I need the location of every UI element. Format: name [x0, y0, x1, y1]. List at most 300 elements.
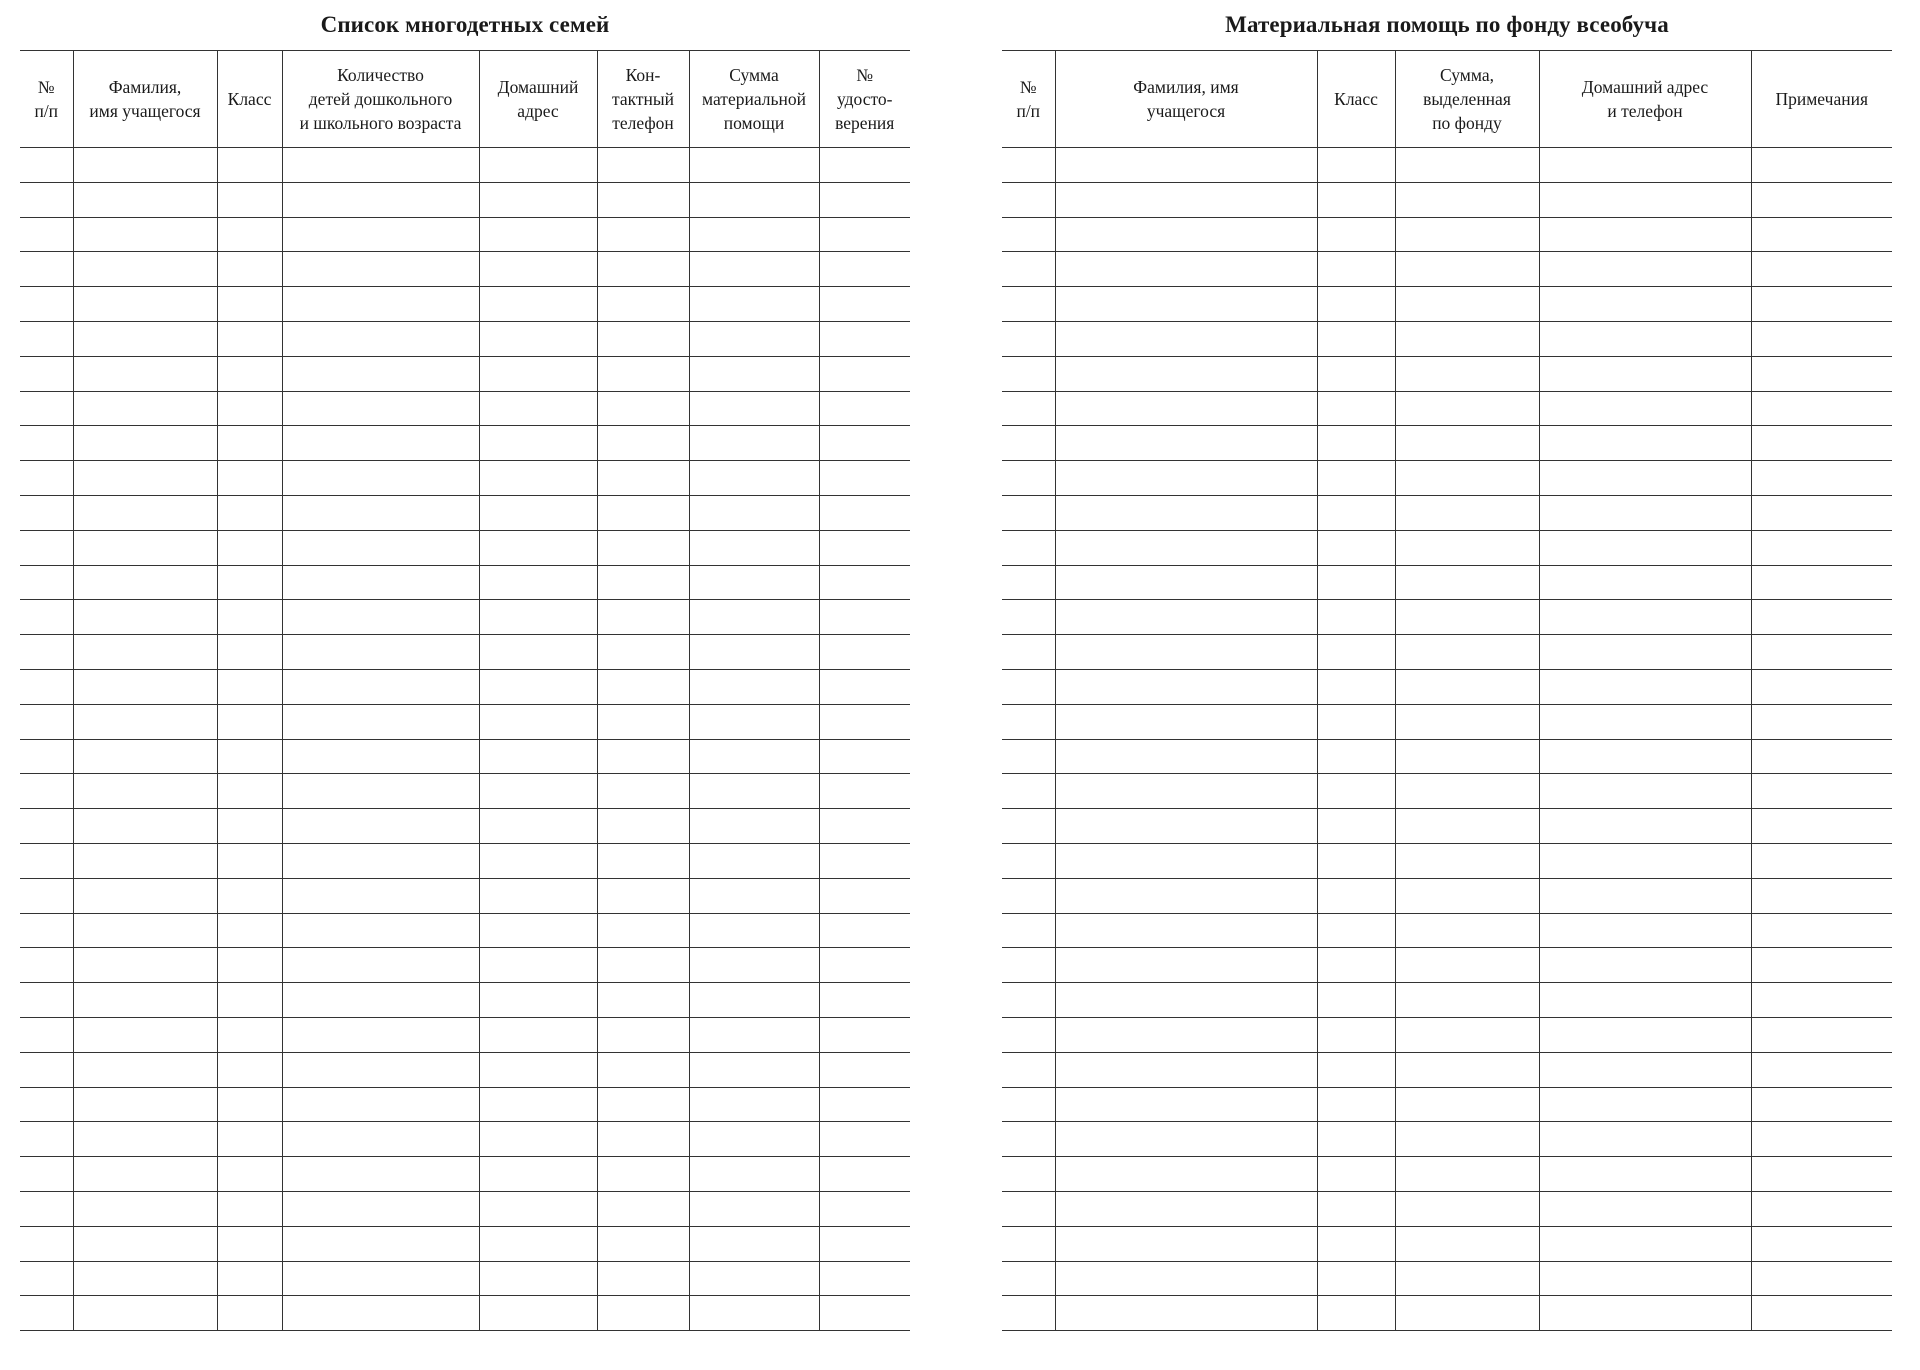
- table-cell[interactable]: [1002, 739, 1055, 774]
- table-cell[interactable]: [217, 1087, 282, 1122]
- table-cell[interactable]: [1002, 1052, 1055, 1087]
- table-cell[interactable]: [819, 287, 910, 322]
- table-cell[interactable]: [689, 913, 819, 948]
- table-cell[interactable]: [1395, 461, 1539, 496]
- table-cell[interactable]: [1395, 1191, 1539, 1226]
- table-cell[interactable]: [1055, 1226, 1317, 1261]
- table-cell[interactable]: [1539, 530, 1751, 565]
- table-cell[interactable]: [217, 1122, 282, 1157]
- table-cell[interactable]: [1751, 704, 1892, 739]
- table-cell[interactable]: [1395, 391, 1539, 426]
- table-cell[interactable]: [1317, 217, 1395, 252]
- table-cell[interactable]: [20, 182, 73, 217]
- table-cell[interactable]: [1055, 148, 1317, 183]
- table-cell[interactable]: [1395, 948, 1539, 983]
- table-cell[interactable]: [20, 1191, 73, 1226]
- table-cell[interactable]: [1751, 669, 1892, 704]
- table-cell[interactable]: [479, 983, 597, 1018]
- table-cell[interactable]: [479, 287, 597, 322]
- table-cell[interactable]: [819, 600, 910, 635]
- table-cell[interactable]: [597, 669, 689, 704]
- table-cell[interactable]: [597, 287, 689, 322]
- table-cell[interactable]: [1002, 774, 1055, 809]
- table-cell[interactable]: [1055, 1296, 1317, 1331]
- table-cell[interactable]: [217, 878, 282, 913]
- table-cell[interactable]: [282, 1261, 479, 1296]
- table-cell[interactable]: [1395, 217, 1539, 252]
- table-cell[interactable]: [479, 495, 597, 530]
- table-cell[interactable]: [1395, 913, 1539, 948]
- table-cell[interactable]: [1395, 704, 1539, 739]
- table-cell[interactable]: [1055, 1191, 1317, 1226]
- table-cell[interactable]: [73, 1087, 217, 1122]
- table-cell[interactable]: [1002, 635, 1055, 670]
- table-cell[interactable]: [217, 983, 282, 1018]
- table-cell[interactable]: [20, 148, 73, 183]
- table-cell[interactable]: [1002, 983, 1055, 1018]
- table-cell[interactable]: [1317, 356, 1395, 391]
- table-cell[interactable]: [1395, 321, 1539, 356]
- table-cell[interactable]: [1395, 843, 1539, 878]
- table-cell[interactable]: [217, 704, 282, 739]
- table-cell[interactable]: [1539, 1261, 1751, 1296]
- table-cell[interactable]: [479, 1017, 597, 1052]
- table-cell[interactable]: [20, 391, 73, 426]
- table-cell[interactable]: [1751, 495, 1892, 530]
- table-cell[interactable]: [1539, 600, 1751, 635]
- table-cell[interactable]: [73, 1122, 217, 1157]
- table-cell[interactable]: [20, 1052, 73, 1087]
- table-cell[interactable]: [597, 217, 689, 252]
- table-cell[interactable]: [1002, 1296, 1055, 1331]
- table-cell[interactable]: [282, 356, 479, 391]
- table-cell[interactable]: [282, 252, 479, 287]
- table-cell[interactable]: [20, 878, 73, 913]
- table-cell[interactable]: [282, 182, 479, 217]
- table-cell[interactable]: [597, 356, 689, 391]
- table-cell[interactable]: [1539, 426, 1751, 461]
- table-cell[interactable]: [1002, 1226, 1055, 1261]
- table-cell[interactable]: [1055, 1017, 1317, 1052]
- table-cell[interactable]: [73, 1261, 217, 1296]
- table-cell[interactable]: [73, 1052, 217, 1087]
- table-cell[interactable]: [217, 461, 282, 496]
- table-cell[interactable]: [479, 217, 597, 252]
- table-cell[interactable]: [1751, 391, 1892, 426]
- table-cell[interactable]: [1055, 669, 1317, 704]
- table-cell[interactable]: [282, 669, 479, 704]
- table-cell[interactable]: [1317, 1087, 1395, 1122]
- table-cell[interactable]: [1751, 1157, 1892, 1192]
- table-cell[interactable]: [1539, 495, 1751, 530]
- table-cell[interactable]: [819, 774, 910, 809]
- table-cell[interactable]: [73, 565, 217, 600]
- table-cell[interactable]: [1317, 635, 1395, 670]
- table-cell[interactable]: [1395, 600, 1539, 635]
- table-cell[interactable]: [1317, 1052, 1395, 1087]
- table-cell[interactable]: [217, 495, 282, 530]
- table-cell[interactable]: [479, 1052, 597, 1087]
- table-cell[interactable]: [282, 495, 479, 530]
- table-cell[interactable]: [20, 356, 73, 391]
- table-cell[interactable]: [282, 948, 479, 983]
- table-cell[interactable]: [1751, 182, 1892, 217]
- table-cell[interactable]: [1055, 461, 1317, 496]
- table-cell[interactable]: [479, 774, 597, 809]
- table-cell[interactable]: [597, 148, 689, 183]
- table-cell[interactable]: [597, 739, 689, 774]
- table-cell[interactable]: [689, 1226, 819, 1261]
- table-cell[interactable]: [1395, 983, 1539, 1018]
- table-cell[interactable]: [73, 774, 217, 809]
- table-cell[interactable]: [479, 1296, 597, 1331]
- table-cell[interactable]: [1317, 913, 1395, 948]
- table-cell[interactable]: [689, 148, 819, 183]
- table-cell[interactable]: [1539, 809, 1751, 844]
- table-cell[interactable]: [217, 669, 282, 704]
- table-cell[interactable]: [1751, 1261, 1892, 1296]
- table-cell[interactable]: [819, 356, 910, 391]
- table-cell[interactable]: [1055, 1157, 1317, 1192]
- table-cell[interactable]: [1539, 391, 1751, 426]
- table-cell[interactable]: [689, 321, 819, 356]
- table-cell[interactable]: [20, 530, 73, 565]
- table-cell[interactable]: [282, 287, 479, 322]
- table-cell[interactable]: [20, 635, 73, 670]
- table-cell[interactable]: [282, 1017, 479, 1052]
- table-cell[interactable]: [282, 1157, 479, 1192]
- table-cell[interactable]: [479, 1226, 597, 1261]
- table-cell[interactable]: [282, 565, 479, 600]
- table-cell[interactable]: [1317, 1122, 1395, 1157]
- table-cell[interactable]: [597, 1122, 689, 1157]
- table-cell[interactable]: [20, 565, 73, 600]
- table-cell[interactable]: [1002, 600, 1055, 635]
- table-cell[interactable]: [1395, 148, 1539, 183]
- table-cell[interactable]: [1395, 287, 1539, 322]
- table-cell[interactable]: [819, 809, 910, 844]
- table-cell[interactable]: [282, 391, 479, 426]
- table-cell[interactable]: [20, 739, 73, 774]
- table-cell[interactable]: [479, 669, 597, 704]
- table-cell[interactable]: [20, 252, 73, 287]
- table-cell[interactable]: [1751, 1226, 1892, 1261]
- table-cell[interactable]: [819, 1296, 910, 1331]
- table-cell[interactable]: [1002, 1191, 1055, 1226]
- table-cell[interactable]: [1055, 287, 1317, 322]
- table-cell[interactable]: [20, 669, 73, 704]
- table-cell[interactable]: [1751, 1052, 1892, 1087]
- table-cell[interactable]: [1395, 739, 1539, 774]
- table-cell[interactable]: [689, 600, 819, 635]
- table-cell[interactable]: [1751, 217, 1892, 252]
- table-cell[interactable]: [819, 530, 910, 565]
- table-cell[interactable]: [819, 913, 910, 948]
- table-cell[interactable]: [479, 913, 597, 948]
- table-cell[interactable]: [1002, 948, 1055, 983]
- table-cell[interactable]: [819, 461, 910, 496]
- table-cell[interactable]: [217, 600, 282, 635]
- table-cell[interactable]: [819, 321, 910, 356]
- table-cell[interactable]: [1002, 252, 1055, 287]
- table-cell[interactable]: [20, 287, 73, 322]
- table-cell[interactable]: [1539, 148, 1751, 183]
- table-cell[interactable]: [1317, 669, 1395, 704]
- table-cell[interactable]: [1539, 774, 1751, 809]
- table-cell[interactable]: [217, 182, 282, 217]
- table-cell[interactable]: [597, 252, 689, 287]
- table-cell[interactable]: [597, 635, 689, 670]
- table-cell[interactable]: [1751, 843, 1892, 878]
- table-cell[interactable]: [819, 739, 910, 774]
- table-cell[interactable]: [20, 1296, 73, 1331]
- table-cell[interactable]: [1539, 356, 1751, 391]
- table-cell[interactable]: [282, 217, 479, 252]
- table-cell[interactable]: [479, 426, 597, 461]
- table-cell[interactable]: [1055, 1122, 1317, 1157]
- table-cell[interactable]: [73, 843, 217, 878]
- table-cell[interactable]: [73, 252, 217, 287]
- table-cell[interactable]: [1539, 739, 1751, 774]
- table-cell[interactable]: [1395, 495, 1539, 530]
- table-cell[interactable]: [689, 287, 819, 322]
- table-cell[interactable]: [1539, 461, 1751, 496]
- table-cell[interactable]: [479, 1191, 597, 1226]
- table-cell[interactable]: [1002, 530, 1055, 565]
- table-cell[interactable]: [1539, 1122, 1751, 1157]
- table-cell[interactable]: [1751, 252, 1892, 287]
- table-cell[interactable]: [819, 1157, 910, 1192]
- table-cell[interactable]: [1539, 1017, 1751, 1052]
- table-cell[interactable]: [1055, 426, 1317, 461]
- table-cell[interactable]: [1539, 948, 1751, 983]
- table-cell[interactable]: [597, 1226, 689, 1261]
- table-cell[interactable]: [479, 391, 597, 426]
- table-cell[interactable]: [73, 1226, 217, 1261]
- table-cell[interactable]: [479, 1087, 597, 1122]
- table-cell[interactable]: [597, 1296, 689, 1331]
- table-cell[interactable]: [217, 148, 282, 183]
- table-cell[interactable]: [597, 600, 689, 635]
- table-cell[interactable]: [479, 635, 597, 670]
- table-cell[interactable]: [597, 774, 689, 809]
- table-cell[interactable]: [1751, 321, 1892, 356]
- table-cell[interactable]: [1002, 426, 1055, 461]
- table-cell[interactable]: [689, 1122, 819, 1157]
- table-cell[interactable]: [1751, 461, 1892, 496]
- table-cell[interactable]: [1539, 252, 1751, 287]
- table-cell[interactable]: [1317, 704, 1395, 739]
- table-cell[interactable]: [1317, 565, 1395, 600]
- table-cell[interactable]: [73, 983, 217, 1018]
- table-cell[interactable]: [217, 948, 282, 983]
- table-cell[interactable]: [1395, 635, 1539, 670]
- table-cell[interactable]: [1002, 1157, 1055, 1192]
- table-cell[interactable]: [1539, 1191, 1751, 1226]
- table-cell[interactable]: [1539, 1087, 1751, 1122]
- table-cell[interactable]: [217, 356, 282, 391]
- table-cell[interactable]: [1002, 704, 1055, 739]
- table-cell[interactable]: [73, 391, 217, 426]
- table-cell[interactable]: [819, 948, 910, 983]
- table-cell[interactable]: [1395, 530, 1539, 565]
- table-cell[interactable]: [1055, 878, 1317, 913]
- table-cell[interactable]: [1539, 1226, 1751, 1261]
- table-cell[interactable]: [1539, 635, 1751, 670]
- table-cell[interactable]: [282, 321, 479, 356]
- table-cell[interactable]: [819, 391, 910, 426]
- table-cell[interactable]: [479, 809, 597, 844]
- table-cell[interactable]: [1317, 426, 1395, 461]
- table-cell[interactable]: [689, 252, 819, 287]
- table-cell[interactable]: [689, 495, 819, 530]
- table-cell[interactable]: [1539, 182, 1751, 217]
- table-cell[interactable]: [1395, 878, 1539, 913]
- table-cell[interactable]: [1395, 426, 1539, 461]
- table-cell[interactable]: [597, 948, 689, 983]
- table-cell[interactable]: [819, 1261, 910, 1296]
- table-cell[interactable]: [217, 1191, 282, 1226]
- table-cell[interactable]: [819, 426, 910, 461]
- table-cell[interactable]: [1751, 1191, 1892, 1226]
- table-cell[interactable]: [819, 495, 910, 530]
- table-cell[interactable]: [1395, 1017, 1539, 1052]
- table-cell[interactable]: [73, 878, 217, 913]
- table-cell[interactable]: [479, 739, 597, 774]
- table-cell[interactable]: [1055, 391, 1317, 426]
- table-cell[interactable]: [819, 148, 910, 183]
- table-cell[interactable]: [20, 1017, 73, 1052]
- table-cell[interactable]: [20, 948, 73, 983]
- table-cell[interactable]: [73, 530, 217, 565]
- table-cell[interactable]: [1317, 321, 1395, 356]
- table-cell[interactable]: [689, 843, 819, 878]
- table-cell[interactable]: [819, 1122, 910, 1157]
- table-cell[interactable]: [1002, 1017, 1055, 1052]
- table-cell[interactable]: [73, 217, 217, 252]
- table-cell[interactable]: [217, 809, 282, 844]
- table-cell[interactable]: [689, 217, 819, 252]
- table-cell[interactable]: [282, 635, 479, 670]
- table-cell[interactable]: [282, 1226, 479, 1261]
- table-cell[interactable]: [1317, 809, 1395, 844]
- table-cell[interactable]: [1751, 774, 1892, 809]
- table-cell[interactable]: [73, 287, 217, 322]
- table-cell[interactable]: [689, 983, 819, 1018]
- table-cell[interactable]: [597, 321, 689, 356]
- table-cell[interactable]: [282, 1191, 479, 1226]
- table-cell[interactable]: [1539, 669, 1751, 704]
- table-cell[interactable]: [1055, 530, 1317, 565]
- table-cell[interactable]: [819, 1052, 910, 1087]
- table-cell[interactable]: [1751, 530, 1892, 565]
- table-cell[interactable]: [20, 913, 73, 948]
- table-cell[interactable]: [20, 1261, 73, 1296]
- table-cell[interactable]: [689, 1296, 819, 1331]
- table-cell[interactable]: [1002, 1087, 1055, 1122]
- table-cell[interactable]: [73, 948, 217, 983]
- table-cell[interactable]: [819, 182, 910, 217]
- table-cell[interactable]: [1317, 461, 1395, 496]
- table-cell[interactable]: [689, 530, 819, 565]
- table-cell[interactable]: [20, 1157, 73, 1192]
- table-cell[interactable]: [282, 1087, 479, 1122]
- table-cell[interactable]: [282, 461, 479, 496]
- table-cell[interactable]: [597, 1052, 689, 1087]
- table-cell[interactable]: [597, 182, 689, 217]
- table-cell[interactable]: [20, 983, 73, 1018]
- table-cell[interactable]: [689, 1191, 819, 1226]
- table-cell[interactable]: [1751, 948, 1892, 983]
- table-cell[interactable]: [597, 1087, 689, 1122]
- table-cell[interactable]: [282, 148, 479, 183]
- table-cell[interactable]: [282, 843, 479, 878]
- table-cell[interactable]: [479, 148, 597, 183]
- table-cell[interactable]: [479, 1157, 597, 1192]
- table-cell[interactable]: [479, 600, 597, 635]
- table-cell[interactable]: [1317, 983, 1395, 1018]
- table-cell[interactable]: [479, 252, 597, 287]
- table-cell[interactable]: [217, 1261, 282, 1296]
- table-cell[interactable]: [597, 1157, 689, 1192]
- table-cell[interactable]: [1002, 461, 1055, 496]
- table-cell[interactable]: [282, 426, 479, 461]
- table-cell[interactable]: [282, 913, 479, 948]
- table-cell[interactable]: [20, 704, 73, 739]
- table-cell[interactable]: [689, 182, 819, 217]
- table-cell[interactable]: [1002, 878, 1055, 913]
- table-cell[interactable]: [1751, 878, 1892, 913]
- table-cell[interactable]: [597, 983, 689, 1018]
- table-cell[interactable]: [689, 1017, 819, 1052]
- table-cell[interactable]: [1539, 321, 1751, 356]
- table-cell[interactable]: [282, 704, 479, 739]
- table-cell[interactable]: [597, 495, 689, 530]
- table-cell[interactable]: [1002, 287, 1055, 322]
- table-cell[interactable]: [1055, 913, 1317, 948]
- table-cell[interactable]: [20, 1087, 73, 1122]
- table-cell[interactable]: [819, 565, 910, 600]
- table-cell[interactable]: [1055, 1052, 1317, 1087]
- table-cell[interactable]: [479, 948, 597, 983]
- table-cell[interactable]: [689, 1157, 819, 1192]
- table-cell[interactable]: [1055, 1087, 1317, 1122]
- table-cell[interactable]: [1395, 565, 1539, 600]
- table-cell[interactable]: [1317, 182, 1395, 217]
- table-cell[interactable]: [689, 704, 819, 739]
- table-cell[interactable]: [20, 774, 73, 809]
- table-cell[interactable]: [73, 426, 217, 461]
- table-cell[interactable]: [689, 739, 819, 774]
- table-cell[interactable]: [819, 1191, 910, 1226]
- table-cell[interactable]: [217, 426, 282, 461]
- table-cell[interactable]: [1395, 809, 1539, 844]
- table-cell[interactable]: [282, 600, 479, 635]
- table-cell[interactable]: [1317, 948, 1395, 983]
- table-cell[interactable]: [217, 391, 282, 426]
- table-cell[interactable]: [73, 461, 217, 496]
- table-cell[interactable]: [1002, 913, 1055, 948]
- table-cell[interactable]: [597, 391, 689, 426]
- table-cell[interactable]: [1317, 252, 1395, 287]
- table-cell[interactable]: [20, 495, 73, 530]
- table-cell[interactable]: [20, 843, 73, 878]
- table-cell[interactable]: [20, 426, 73, 461]
- table-cell[interactable]: [1751, 426, 1892, 461]
- table-cell[interactable]: [597, 1017, 689, 1052]
- table-cell[interactable]: [1395, 669, 1539, 704]
- table-cell[interactable]: [217, 774, 282, 809]
